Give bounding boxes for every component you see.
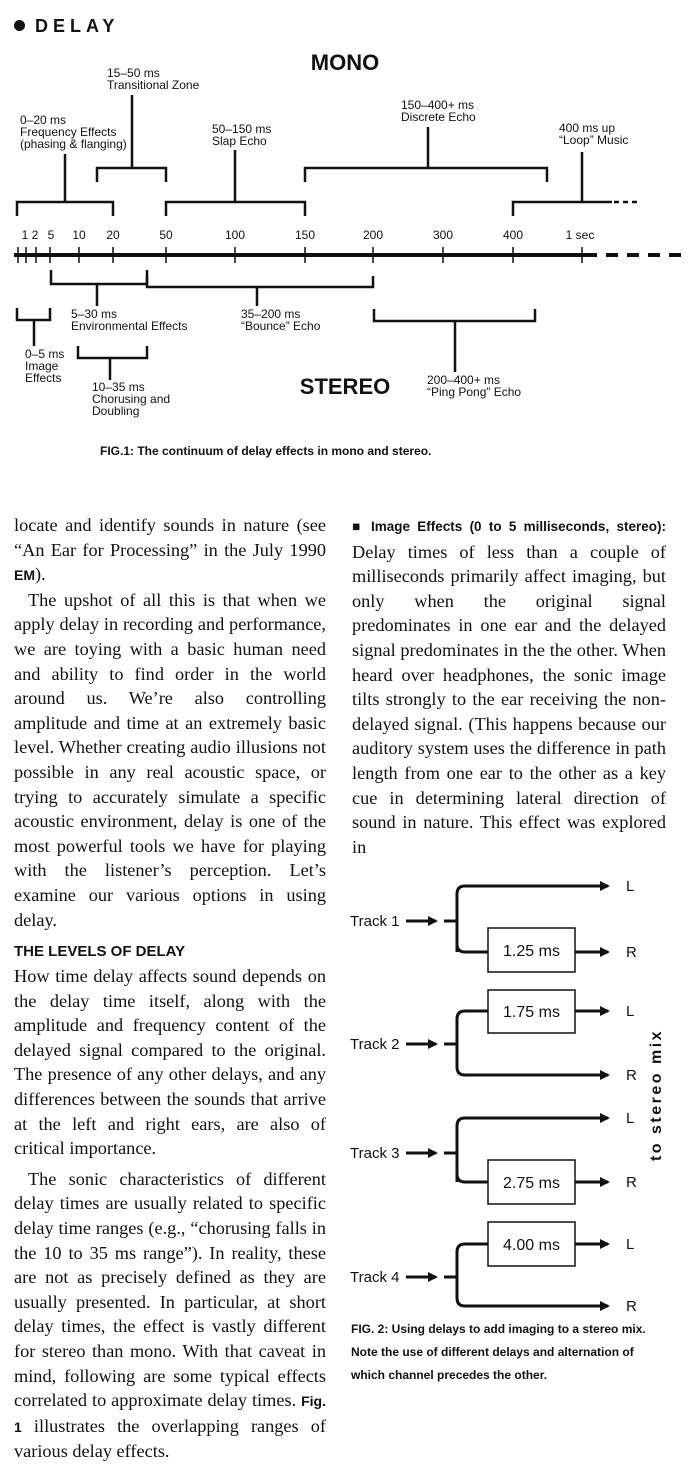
mono-brackets — [17, 95, 640, 216]
stereo-image-label: Effects — [25, 371, 62, 385]
scale-label: 10 — [72, 228, 86, 242]
stereo-image-label: Image — [25, 359, 59, 373]
stereo-bounce-range: 35–200 ms — [241, 307, 301, 321]
right-column — [352, 513, 666, 859]
paragraph-text: locate and identify sounds in nature (see “An Ear for Processing” in the July 1990 — [14, 515, 326, 560]
channel-label: R — [626, 1067, 637, 1084]
paragraph: How time delay affects sound depends on the delay time itself, along with the amplitude and frequency content of the delayed signal compared to the original. The presence of any other delays, and any differences between the sounds that arrive at the left and right ears, are also of critical importance. — [14, 966, 326, 1159]
to-stereo-mix-label: to stereo mix — [648, 1028, 665, 1162]
paragraph-text: Delay times of less than a couple of milliseconds primarily affect imaging, but only when the original signal predominates in one ear and the delayed signal predominates in the the other. When heard over headphones, the sonic image tilts strongly to the ear receiving the non-delayed signal. (This happens because our auditory system uses the difference in path length from one ear to the other as a key cue in determining lateral direction of sound in nature. This effect was explored in — [352, 541, 666, 857]
delay-value: 4.00 ms — [503, 1237, 560, 1254]
channel-label: L — [626, 1236, 635, 1253]
paragraph: The upshot of all this is that when we apply delay in recording and performance, we are toying with a basic human need and ability to find order in the world around us. We’re also controlling amplitude and time at an extremely basic level. Whether creating audio illusions not possible in any real acoustic space, or trying to accurately simulate a specific acoustic environment, delay is one of the most powerful tools we have for playing with the listener’s perception. Let’s examine our various options in using delay. — [14, 589, 326, 930]
fig2-caption: FIG. 2: Using delays to add imaging to a stereo mix. Note the use of different delays and alternation of which channel precedes the other. — [351, 1322, 646, 1382]
stereo-ping-label: “Ping Pong” Echo — [427, 385, 522, 399]
scale-label: 100 — [224, 228, 246, 242]
scale-label: 1 sec — [565, 228, 595, 242]
stereo-chorus-label: Chorusing and — [92, 392, 171, 406]
stereo-chorus-label: Doubling — [92, 404, 140, 418]
delay-value: 1.75 ms — [503, 1004, 560, 1021]
mono-slap-label: Slap Echo — [212, 134, 267, 148]
scale-label: 300 — [432, 228, 454, 242]
fig1-diagram — [0, 0, 688, 470]
stereo-bounce-label: “Bounce” Echo — [241, 319, 321, 333]
paragraph — [352, 513, 666, 859]
mono-freq-range: 0–20 ms — [20, 113, 67, 127]
paragraph — [14, 1167, 326, 1464]
scale-label: 2 — [31, 228, 39, 242]
mono-discrete-label: Discrete Echo — [401, 110, 476, 124]
mono-freq-label: (phasing & flanging) — [20, 137, 127, 151]
scale-label: 200 — [362, 228, 384, 242]
delay-boxes — [488, 928, 575, 1266]
mono-trans-range: 15–50 ms — [107, 66, 160, 80]
delay-value: 2.75 ms — [503, 1175, 560, 1192]
scale-label: 20 — [106, 228, 120, 242]
mono-loop-label: “Loop” Music — [559, 133, 629, 147]
mono-trans-label: Transitional Zone — [107, 78, 200, 92]
stereo-env-label: Environmental Effects — [71, 319, 188, 333]
section-title: DELAY — [35, 16, 120, 36]
track-label: Track 1 — [350, 913, 400, 930]
stereo-title: STEREO — [299, 374, 391, 399]
scale-label: 50 — [159, 228, 173, 242]
scale-label: 5 — [47, 228, 55, 242]
section-heading: THE LEVELS OF DELAY — [14, 943, 186, 961]
track-label: Track 3 — [350, 1145, 400, 1162]
channel-label: R — [626, 944, 637, 961]
stereo-env-range: 5–30 ms — [71, 307, 118, 321]
left-column — [14, 513, 326, 1464]
track-label: Track 2 — [350, 1036, 400, 1053]
scale-label: 400 — [502, 228, 524, 242]
paragraph-text: illustrates the overlapping ranges of various delay effects. — [14, 1415, 326, 1462]
stereo-chorus-range: 10–35 ms — [92, 380, 145, 394]
scale-label: 150 — [294, 228, 316, 242]
fig1-caption: FIG.1: The continuum of delay effects in mono and stereo. — [100, 444, 432, 458]
channel-label: L — [626, 1110, 635, 1127]
paragraph-text: The sonic characteristics of different delay times are usually related to specific delay time ranges (e.g., “chorusing falls in the 10 to 35 ms range”). In reality, these are not as precisely defined as they are usually presented. In particular, at short delay times, the effect is vastly different for stereo than mono. With that caveat in mind, following are some typical effects correlated to approximate delay times. — [14, 1168, 326, 1411]
figure-reference: Fig. 1 — [14, 1393, 326, 1435]
channel-label: R — [626, 1174, 637, 1191]
mono-discrete-range: 150–400+ ms — [401, 98, 475, 112]
effect-heading: ■ Image Effects (0 to 5 milliseconds, stereo): — [352, 519, 666, 534]
scale-label: 1 — [21, 228, 29, 242]
delay-value: 1.25 ms — [503, 943, 560, 960]
channel-label: L — [626, 1003, 635, 1020]
magazine-abbrev: EM — [14, 567, 35, 584]
mono-loop-range: 400 ms up — [559, 121, 616, 135]
paragraph — [14, 513, 326, 588]
mono-slap-range: 50–150 ms — [212, 122, 272, 136]
time-axis — [14, 247, 688, 263]
mono-freq-label: Frequency Effects — [20, 125, 117, 139]
track-label: Track 4 — [350, 1269, 400, 1286]
channel-label: R — [626, 1298, 637, 1315]
stereo-ping-range: 200–400+ ms — [427, 373, 501, 387]
stereo-image-range: 0–5 ms — [25, 347, 65, 361]
paragraph-text: ). — [35, 564, 46, 585]
channel-label: L — [626, 878, 635, 895]
mono-title: MONO — [310, 50, 380, 75]
